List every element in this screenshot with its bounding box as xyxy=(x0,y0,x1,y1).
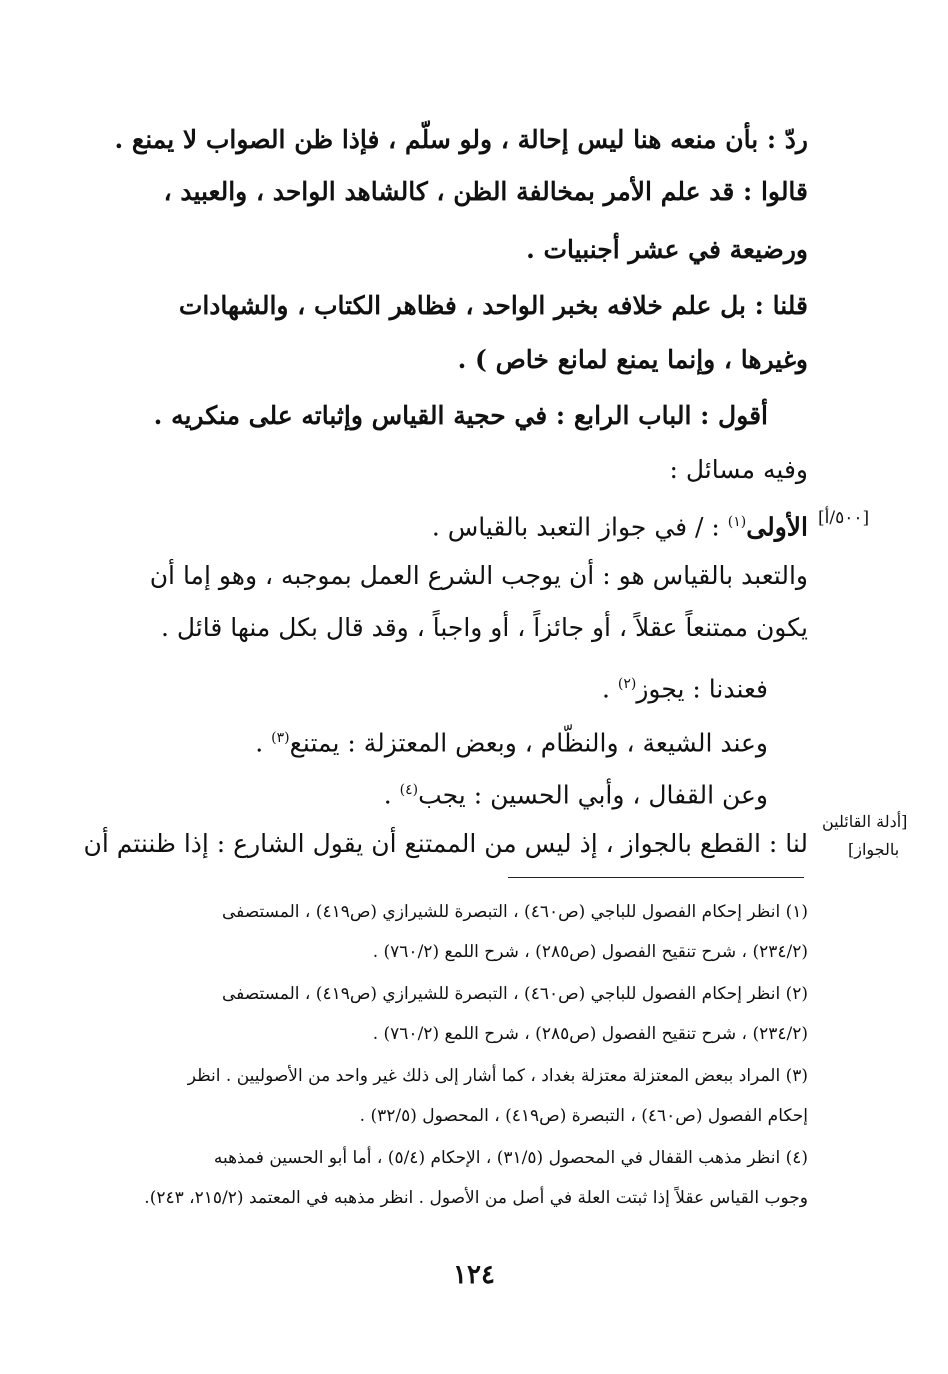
main-text-span: . xyxy=(601,674,618,704)
footnote-line: وجوب القياس عقلاً إذا ثبتت العلة في أصل من الأصول . انظر مذهبه في المعتمد (٢١٥/٢، ٢٤٣). xyxy=(144,1188,808,1208)
main-text-line: قلنا : بل علم خلافه بخبر الواحد ، فظاهر الكتاب ، والشهادات xyxy=(178,291,808,320)
main-text-span: فعندنا : يجوز xyxy=(636,674,768,704)
main-text-line xyxy=(48,502,808,547)
page-number: ١٢٤ xyxy=(453,1260,495,1290)
issue-heading: الأولى xyxy=(746,512,808,542)
footnote-line: (١) انظر إحكام الفصول للباجي (ص٤٦٠) ، التبصرة للشيرازي (ص٤١٩) ، المستصفى xyxy=(221,902,808,922)
main-text-line xyxy=(48,664,768,709)
footnote-ref: (١) xyxy=(727,514,747,530)
footnote-ref: (٢) xyxy=(617,676,637,692)
footnotes xyxy=(48,890,808,1230)
main-text-line xyxy=(48,718,768,763)
main-text-span: وعن القفال ، وأبي الحسين : يجب xyxy=(418,780,768,810)
main-text-line: والتعبد بالقياس هو : أن يوجب الشرع العمل بموجبه ، وهو إما أن xyxy=(149,561,808,590)
footnote-ref: (٤) xyxy=(399,782,419,798)
main-text-line: يكون ممتنعاً عقلاً ، أو جائزاً ، أو واجباً ، وقد قال بكل منها قائل . xyxy=(160,613,808,642)
footnote-ref: (٣) xyxy=(271,730,290,746)
footnote-line: (٢٣٤/٢) ، شرح تنقيح الفصول (ص٢٨٥) ، شرح اللمع (٧٦٠/٢) . xyxy=(372,942,808,962)
chapter-heading: أقول : الباب الرابع : في حجية القياس وإثباته على منكريه . xyxy=(153,401,768,430)
main-text xyxy=(48,120,808,860)
margin-heading-line1: [أدلة القائلين xyxy=(822,812,908,831)
main-text-line: وفيه مسائل : xyxy=(669,455,808,484)
footnote-line: (٣) المراد ببعض المعتزلة معتزلة بغداد ، كما أشار إلى ذلك غير واحد من الأصوليين . انظر xyxy=(187,1066,808,1086)
margin-heading-line2: بالجواز] xyxy=(848,840,900,859)
main-text-span: . xyxy=(383,780,400,810)
main-text-span: : / في جواز التعبد بالقياس . xyxy=(431,512,728,542)
main-text-span: وعند الشيعة ، والنظّام ، وبعض المعتزلة : يمتنع xyxy=(289,728,768,758)
folio-marker: [٥٠٠/أ] xyxy=(818,508,870,528)
main-text-line: ردّ : بأن منعه هنا ليس إحالة ، ولو سلّم ، فإذا ظن الصواب لا يمنع . xyxy=(114,125,808,154)
footnote-line: (٢) انظر إحكام الفصول للباجي (ص٤٦٠) ، التبصرة للشيرازي (ص٤١٩) ، المستصفى xyxy=(221,984,808,1004)
footnote-divider xyxy=(508,877,804,878)
main-text-line: قالوا : قد علم الأمر بمخالفة الظن ، كالشاهد الواحد ، والعبيد ، xyxy=(163,177,808,206)
main-text-line xyxy=(48,770,768,815)
footnote-line: (٢٣٤/٢) ، شرح تنقيح الفصول (ص٢٨٥) ، شرح اللمع (٧٦٠/٢) . xyxy=(372,1024,808,1044)
main-text-line: ورضيعة في عشر أجنبيات . xyxy=(526,235,808,264)
main-text-line: لنا : القطع بالجواز ، إذ ليس من الممتنع أن يقول الشارع : إذا ظننتم أن xyxy=(83,829,808,858)
main-text-line: وغيرها ، وإنما يمنع لمانع خاص ) . xyxy=(457,345,808,374)
main-text-span: . xyxy=(255,728,272,758)
footnote-line: إحكام الفصول (ص٤٦٠) ، التبصرة (ص٤١٩) ، المحصول (٣٢/٥) . xyxy=(359,1106,808,1126)
footnote-line: (٤) انظر مذهب القفال في المحصول (٣١/٥) ، الإحكام (٥/٤) ، أما أبو الحسين فمذهبه xyxy=(213,1148,808,1168)
